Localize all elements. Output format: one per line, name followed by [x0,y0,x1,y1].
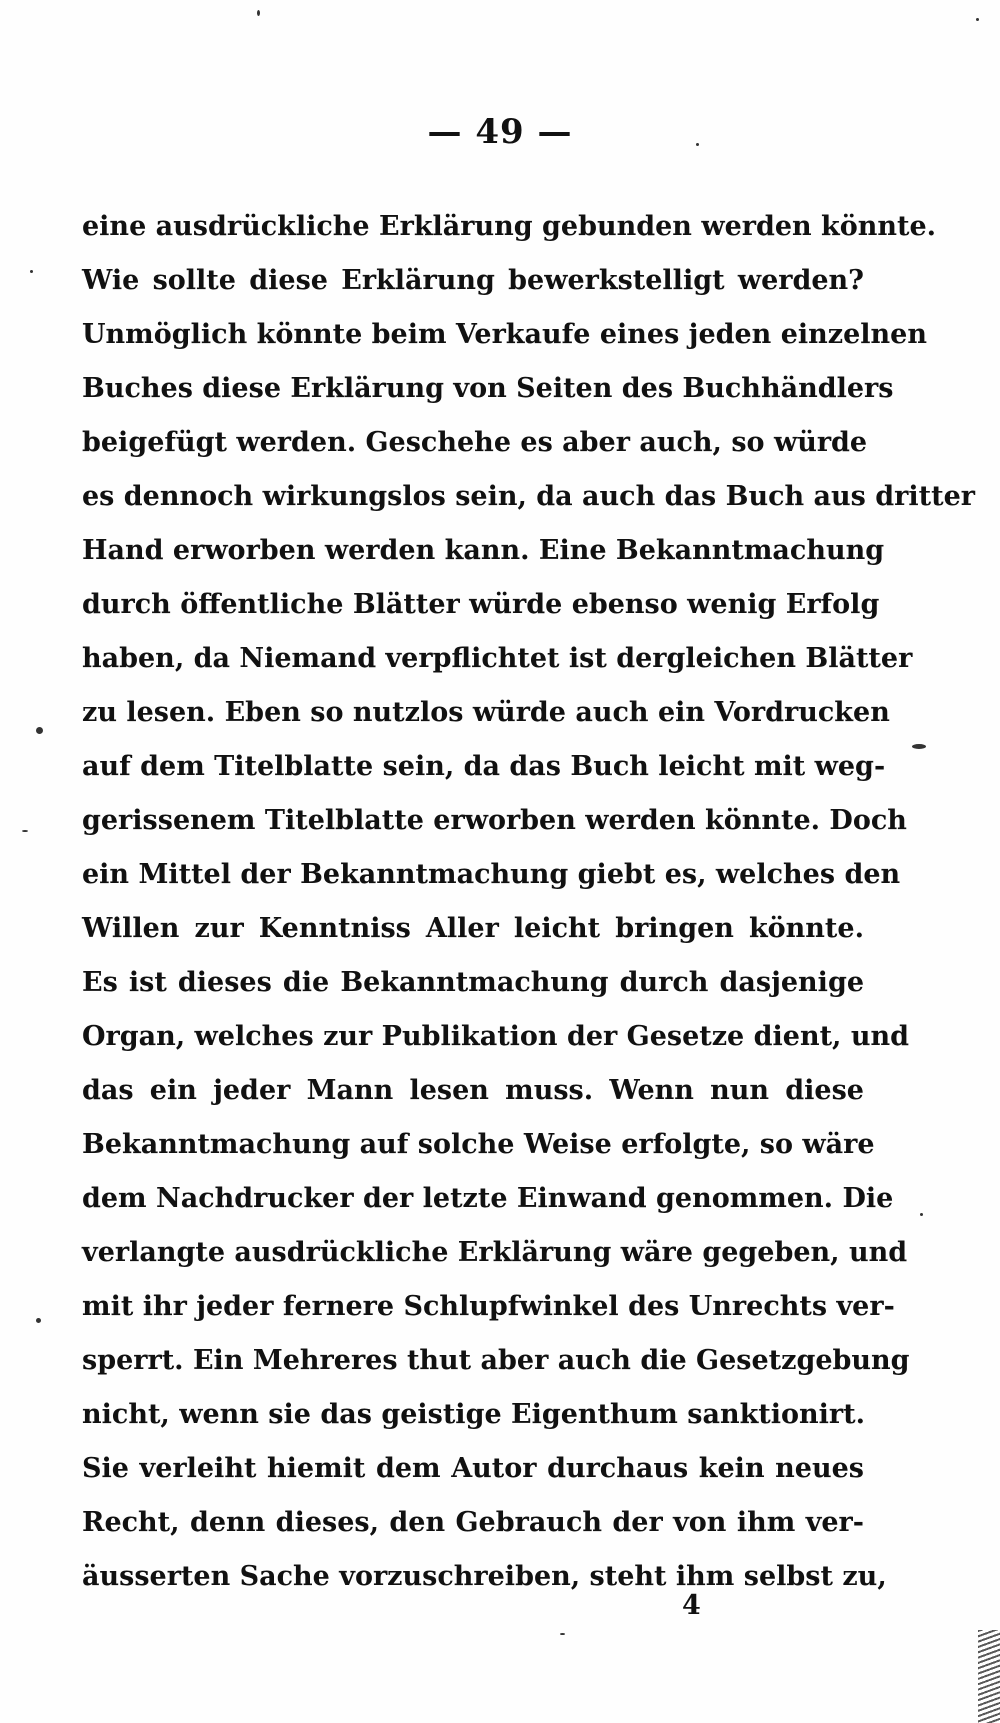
scan-speck [30,270,33,273]
text-line: nicht, wenn sie das geistige Eigenthum sanktionirt. [82,1399,865,1430]
text-line: sperrt. Ein Mehreres thut aber auch die Gesetzgebung [82,1345,910,1376]
text-line: äusserten Sache vorzuschreiben, steht ihm selbst zu, [82,1561,887,1592]
scan-speck [976,18,979,21]
text-line: eine ausdrückliche Erklärung gebunden werden könnte. [82,211,937,242]
text-line: gerissenem Titelblatte erworben werden könnte. Doch [82,805,907,836]
text-line: Bekanntmachung auf solche Weise erfolgte, so wäre [82,1129,875,1160]
scan-speck [257,10,260,16]
signature-mark: 4 [682,1590,701,1621]
scan-speck [920,1213,923,1216]
text-line: auf dem Titelblatte sein, da das Buch leicht mit weg- [82,751,886,782]
text-line: ein Mittel der Bekanntmachung giebt es, welches den [82,859,901,890]
text-line: Es ist dieses die Bekanntmachung durch dasjenige [82,967,864,998]
text-line: Buches diese Erklärung von Seiten des Buchhändlers [82,373,894,404]
text-line: Sie verleiht hiemit dem Autor durchaus kein neues [82,1453,864,1484]
scan-speck [912,744,926,749]
text-line: haben, da Niemand verpflichtet ist dergleichen Blätter [82,643,913,674]
page-number: — 49 — [427,112,573,152]
text-line: das ein jeder Mann lesen muss. Wenn nun diese [82,1075,864,1106]
text-line: mit ihr jeder fernere Schlupfwinkel des Unrechts ver- [82,1291,895,1322]
text-line: zu lesen. Eben so nutzlos würde auch ein Vordrucken [82,697,890,728]
text-line: durch öffentliche Blätter würde ebenso wenig Erfolg [82,589,880,620]
scan-edge-mark [978,1630,1000,1723]
text-line: Hand erworben werden kann. Eine Bekanntmachung [82,535,885,566]
scan-speck [22,830,28,832]
text-line: Recht, denn dieses, den Gebrauch der von ihm ver- [82,1507,864,1538]
text-line: Organ, welches zur Publikation der Gesetze dient, und [82,1021,909,1052]
text-line: es dennoch wirkungslos sein, da auch das Buch aus dritter [82,481,975,512]
text-line: Unmöglich könnte beim Verkaufe eines jeden einzelnen [82,319,927,350]
text-line: Willen zur Kenntniss Aller leicht bringen könnte. [82,913,864,944]
text-line: Wie sollte diese Erklärung bewerkstelligt werden? [82,265,864,296]
scan-speck [36,727,43,734]
text-line: beigefügt werden. Geschehe es aber auch, so würde [82,427,868,458]
text-line: dem Nachdrucker der letzte Einwand genommen. Die [82,1183,894,1214]
scan-speck [696,143,699,146]
scan-speck [560,1633,565,1635]
scan-speck [36,1318,41,1323]
body-text [82,200,975,1604]
text-line: verlangte ausdrückliche Erklärung wäre gegeben, und [82,1237,908,1268]
